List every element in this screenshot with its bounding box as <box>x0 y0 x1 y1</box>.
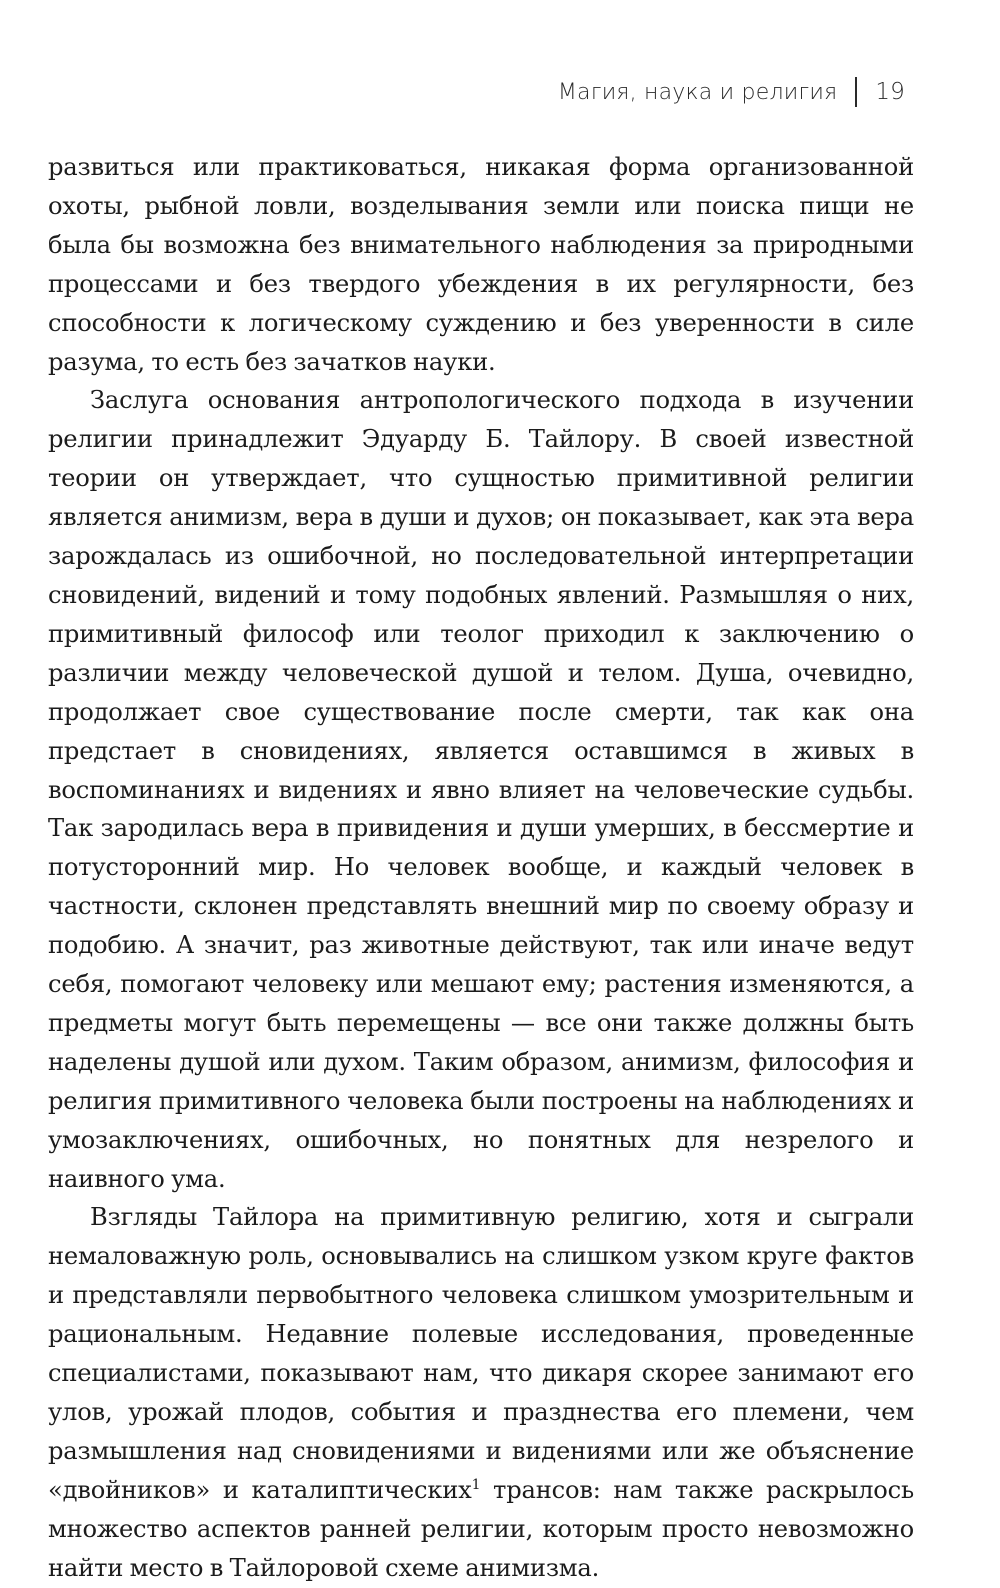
paragraph-1: развиться или практиковаться, никакая форма организованной охоты, рыбной ловли, возделывания земли или поиска пищи не была бы возможна без внимательного наблюдения за природными процессами и без твердого убеждения в их регулярности, без способности к логическому суждению и без уверенности в силе разума, то есть без зачатков науки. <box>48 153 914 376</box>
running-header-title: Магия, наука и религия <box>557 79 838 105</box>
footnote-reference[interactable]: 1 <box>471 1476 481 1493</box>
paragraph-3 <box>48 1198 914 1587</box>
running-header <box>558 74 905 110</box>
body-text <box>48 148 914 1588</box>
header-divider <box>855 77 857 107</box>
paragraph-3-text-after: трансов: нам также раскрылось множество аспектов ранней религии, которым просто невозможно найти место в Тайлоровой схеме анимизма. <box>48 1475 914 1582</box>
paragraph-3-text-before: Взгляды Тайлора на примитивную религию, хотя и сыграли немаловажную роль, основывались на слишком узком круге фактов и представляли первобытного человека слишком умозрительным и рациональным. Недавние полевые исследования, проведенные специалистами, показывают нам, что дикаря скорее занимают его улов, урожай плодов, события и празднества его племени, чем размышления над сновидениями и видениями или же объяснение «двойников» и каталиптических <box>48 1203 914 1504</box>
paragraph-2: Заслуга основания антропологического подхода в изучении религии принадлежит Эдуарду Б. Тайлору. В своей известной теории он утверждает, что сущностью примитивной религии является анимизм, вера в души и духов; он показывает, как эта вера зарождалась из ошибочной, но последовательной интерпретации сновидений, видений и тому подобных явлений. Размышляя о них, примитивный философ или теолог приходил к заключению о различии между человеческой душой и телом. Душа, очевидно, продолжает свое существование после смерти, так как она предстает в сновидениях, является оставшимся в живых в воспоминаниях и видениях и явно влияет на человеческие судьбы. Так зародилась вера в привидения и души умерших, в бессмертие и потусторонний мир. Но человек вообще, и каждый человек в частности, склонен представлять внешний мир по своему образу и подобию. А значит, раз животные действуют, так или иначе ведут себя, помогают человеку или мешают ему; растения изменяются, а предметы могут быть перемещены — все они также должны быть наделены душой или духом. Таким образом, анимизм, философия и религия примитивного человека были построены на наблюдениях и умозаключениях, ошибочных, но понятных для незрелого и наивного ума. <box>48 386 914 1193</box>
page-number: 19 <box>875 79 905 105</box>
